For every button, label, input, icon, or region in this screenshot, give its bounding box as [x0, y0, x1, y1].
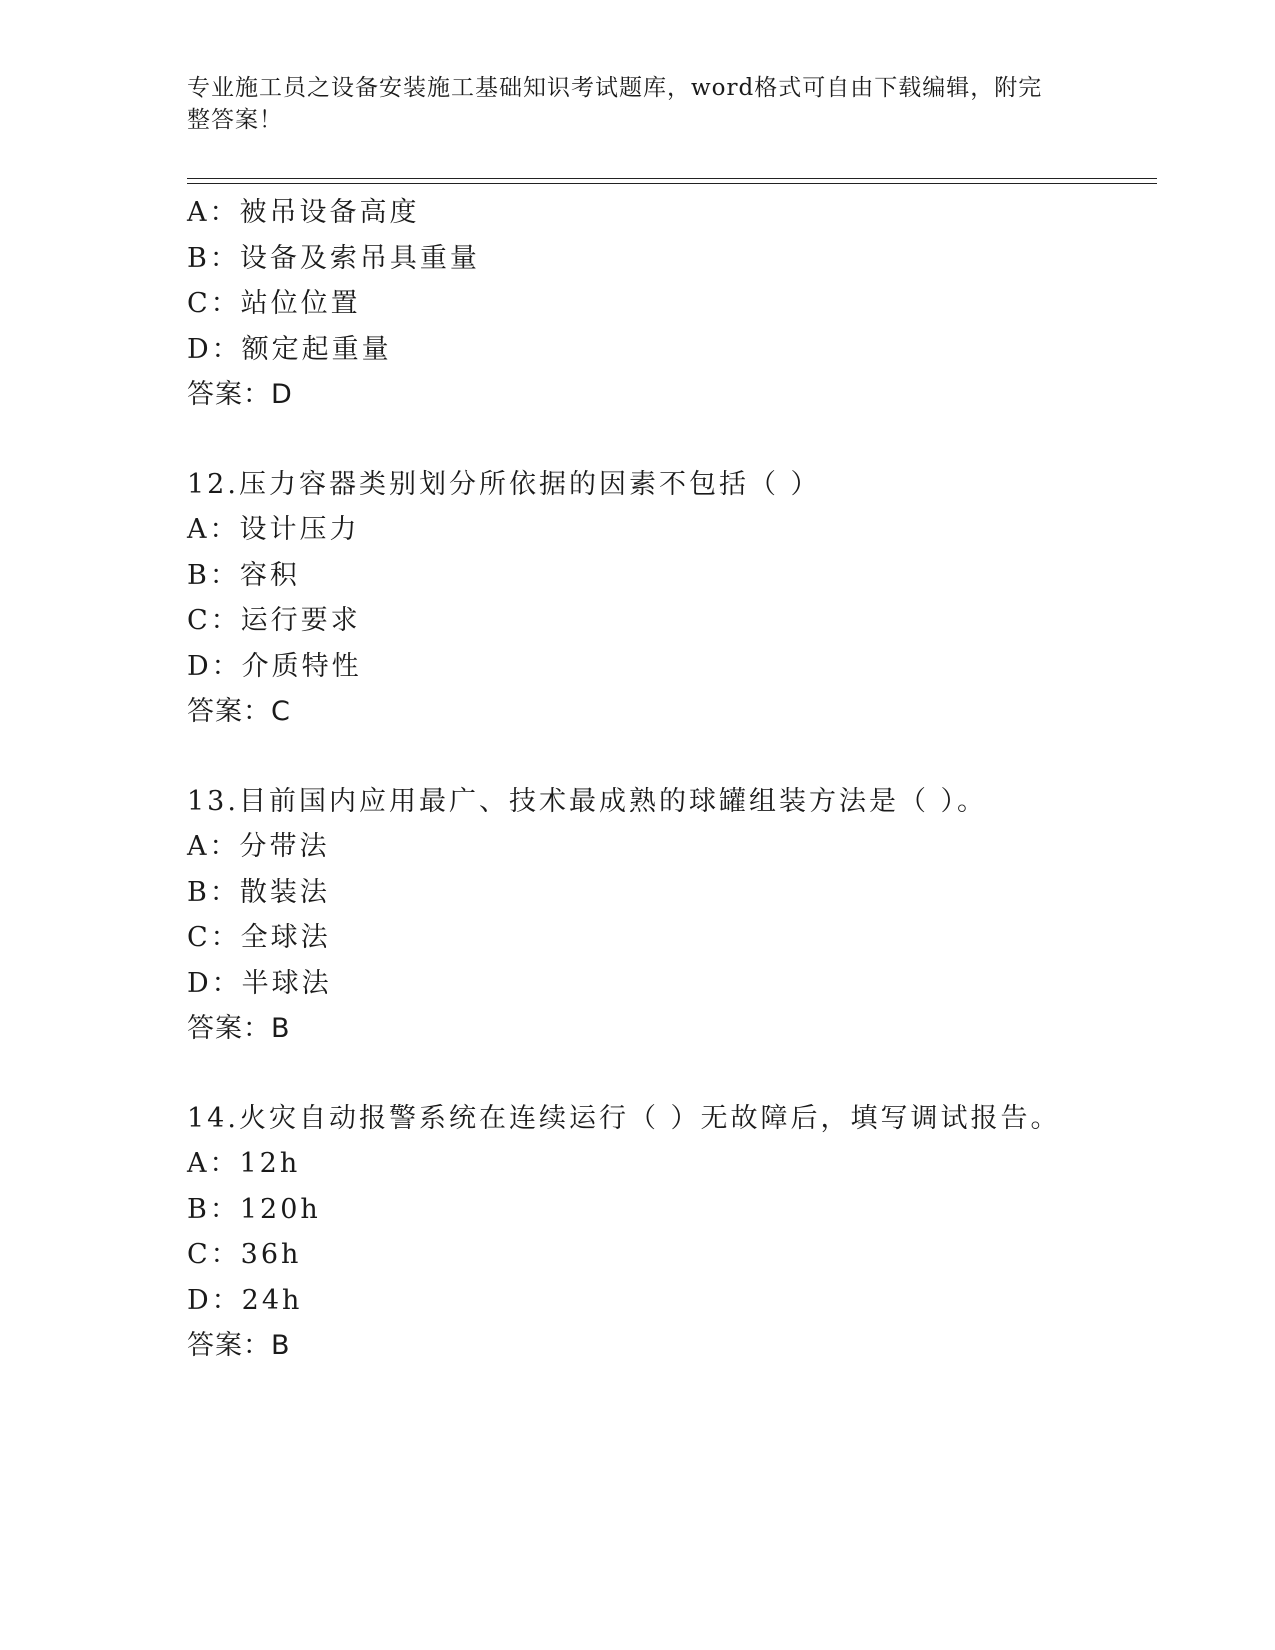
option-a: A：设计压力 [187, 514, 360, 545]
option-b: B：设备及索吊具重量 [187, 242, 480, 274]
option-b: B：120h [187, 1193, 321, 1225]
answer-line: 答案：B [187, 1013, 291, 1044]
option-d: D：额定起重量 [187, 333, 392, 365]
header-divider-bottom [187, 183, 1157, 184]
option-a: A：分带法 [187, 831, 330, 862]
header-line-1: 专业施工员之设备安装施工基础知识考试题库，word格式可自由下载编辑，附完 [187, 75, 1043, 101]
option-a: A：12h [187, 1148, 301, 1179]
answer-line: 答案：D [187, 379, 293, 410]
question-text: 12.压力容器类别划分所依据的因素不包括（ ） [187, 468, 821, 500]
answer-line: 答案：C [187, 696, 291, 727]
option-c: C：运行要求 [187, 605, 361, 636]
question-block-11 [187, 190, 1147, 418]
option-a: A：被吊设备高度 [187, 197, 420, 228]
option-d: D：半球法 [187, 967, 332, 999]
question-text: 14.火灾自动报警系统在连续运行（ ）无故障后，填写调试报告。 [187, 1102, 1061, 1134]
option-c: C：36h [187, 1239, 302, 1270]
question-block-13 [187, 779, 1147, 1052]
header-divider-top [187, 178, 1157, 179]
option-b: B：容积 [187, 559, 300, 591]
question-list [187, 190, 1147, 1369]
question-block-12 [187, 462, 1147, 735]
option-c: C：全球法 [187, 922, 331, 953]
question-text: 13.目前国内应用最广、技术最成熟的球罐组装方法是（ ）。 [187, 785, 988, 817]
answer-line: 答案：B [187, 1330, 291, 1361]
header-line-2: 整答案！ [187, 107, 283, 133]
question-block-14 [187, 1096, 1147, 1369]
option-c: C：站位位置 [187, 288, 361, 319]
option-d: D：介质特性 [187, 650, 362, 682]
document-header [187, 72, 1067, 136]
option-d: D：24h [187, 1284, 303, 1316]
option-b: B：散装法 [187, 876, 330, 908]
